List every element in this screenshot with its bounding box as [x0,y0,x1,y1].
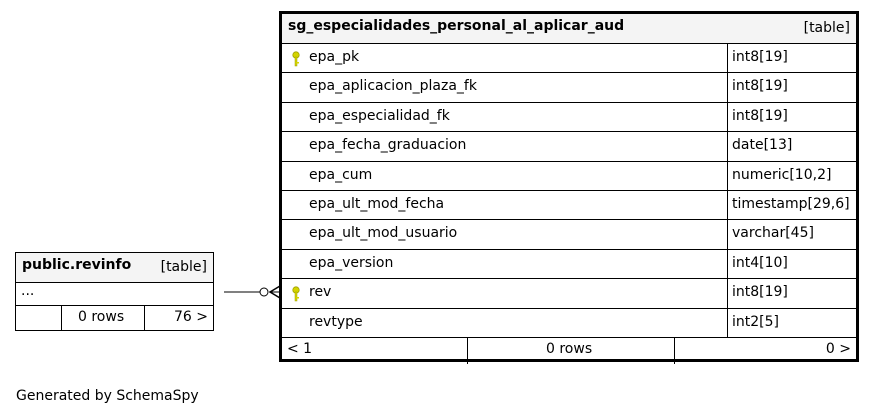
column-type: int8[19] [727,103,857,131]
columns-ellipsis: ... [16,283,213,306]
row-count: 0 rows [78,309,125,325]
column-name: epa_fecha_graduacion [309,137,467,154]
column-row[interactable] [282,103,856,132]
column-row[interactable] [282,73,856,102]
column-type: int8[19] [727,73,857,101]
column-name: epa_ult_mod_usuario [309,225,458,242]
table-name[interactable]: public.revinfo [22,257,132,273]
table-kind: [table] [803,20,850,36]
table-sg-especialidades-personal-al-aplicar-aud[interactable] [279,11,859,362]
table-name[interactable]: sg_especialidades_personal_al_aplicar_aud [288,18,625,34]
column-type: int8[19] [727,44,857,72]
column-row[interactable] [282,44,856,73]
column-name: epa_aplicacion_plaza_fk [309,78,477,95]
generated-by-label: Generated by SchemaSpy [16,388,199,404]
column-name: epa_ult_mod_fecha [309,195,445,212]
table-header [16,253,213,283]
footer-divider [144,306,145,330]
column-row[interactable] [282,250,856,279]
column-row[interactable] [282,132,856,161]
table-public-revinfo[interactable] [15,252,214,331]
column-type: numeric[10,2] [727,162,857,190]
table-footer [282,338,856,364]
column-row[interactable] [282,279,856,308]
column-row[interactable] [282,309,856,338]
key-icon [291,51,301,67]
table-kind: [table] [160,259,207,275]
column-row[interactable] [282,220,856,249]
footer-divider [61,306,62,330]
row-count: 0 rows [546,340,593,357]
column-type: int4[10] [727,250,857,278]
column-row[interactable] [282,191,856,220]
footer-divider [467,338,468,364]
column-name: epa_version [309,254,394,271]
children-link[interactable]: 76 > [174,309,208,325]
column-name: epa_cum [309,166,373,183]
children-link[interactable]: 0 > [825,340,851,357]
parents-link[interactable]: < 1 [287,340,313,357]
column-name: revtype [309,313,363,330]
column-name: epa_pk [309,49,360,65]
column-name: rev [309,284,332,301]
column-type: date[13] [727,132,857,160]
table-header [282,14,856,44]
column-row[interactable] [282,162,856,191]
footer-divider [674,338,675,364]
column-list [282,44,856,338]
key-icon [291,286,301,302]
connector-zero-circle [260,288,268,296]
column-name: epa_especialidad_fk [309,107,450,124]
column-type: int2[5] [727,309,857,337]
column-type: varchar[45] [727,220,857,248]
column-type: int8[19] [727,279,857,307]
column-type: timestamp[29,6] [727,191,857,219]
table-footer [16,306,213,330]
